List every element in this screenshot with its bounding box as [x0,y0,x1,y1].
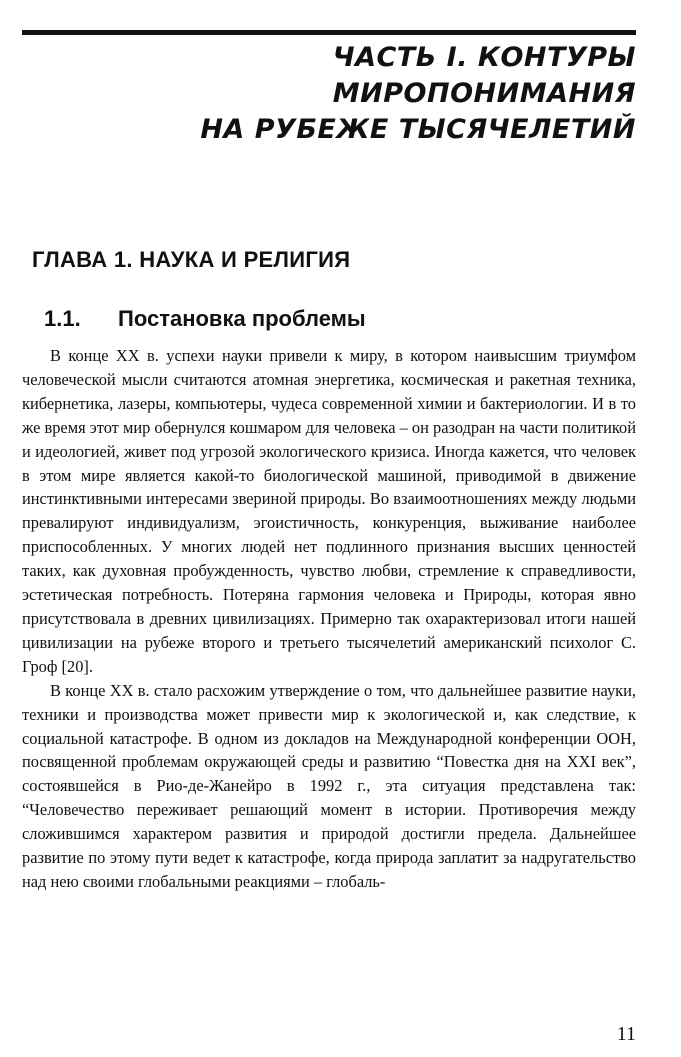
paragraph-1: В конце XX в. успехи науки привели к миру, в котором наивысшим триумфом человеческой мысли считаются атомная энергетика, космическая и ракетная техника, кибернетика, лазеры, компьютеры, чудеса современной химии и бактериологии. И в то же время этот мир обернулся кошмаром для человека – он разодран на части политикой и идеологией, живет под угрозой экологического кризиса. Иногда кажется, что человек в этом мире является какой-то биологической машиной, приводимой в движение инстинктивными интересами звериной природы. Во взаимоотношениях между людьми превалируют индивидуализм, эгоистичность, конкуренция, выживание наиболее приспособленных. У многих людей нет подлинного признания высших ценностей таких, как духовная пробужденность, чувство любви, стремление к справедливости, эстетическая потребность. Потеряна гармония человека и Природы, которая явно присутствовала в древних цивилизациях. Примерно так охарактеризовал итоги нашей цивилизации на рубеже второго и третьего тысячелетий американский психолог С. Гроф [20]. [22,346,636,676]
section-number: 1.1. [44,306,81,331]
part-title [22,40,636,148]
paragraph-2: В конце XX в. стало расхожим утверждение о том, что дальнейшее развитие науки, техники и производства может привести мир к экологической и, как следствие, к социальной катастрофе. В одном из докладов на Международной конференции ООН, посвященной проблемам окружающей среды и развитию “Повестка дня на XXI век”, состоявшейся в Рио-де-Жанейро в 1992 г., эта ситуация представлена так: “Человечество переживает решающий момент в истории. Противоречия между сложившимся характером развития и природой достигли предела. Дальнейшее развитие по этому пути ведет к катастрофе, когда природа заплатит за надругательство над нею своими глобальными реакциями – глобаль- [22,680,636,891]
chapter-title: ГЛАВА 1. НАУКА И РЕЛИГИЯ [32,247,351,272]
page-number: 11 [616,1023,636,1045]
section-heading [44,305,366,333]
part-title-line-2: НА РУБЕЖЕ ТЫСЯЧЕЛЕТИЙ [200,114,636,145]
part-title-line-1: ЧАСТЬ I. КОНТУРЫ МИРОПОНИМАНИЯ [332,42,636,109]
top-rule [22,30,636,35]
body-text [22,344,636,894]
section-title: Постановка проблемы [118,306,366,331]
